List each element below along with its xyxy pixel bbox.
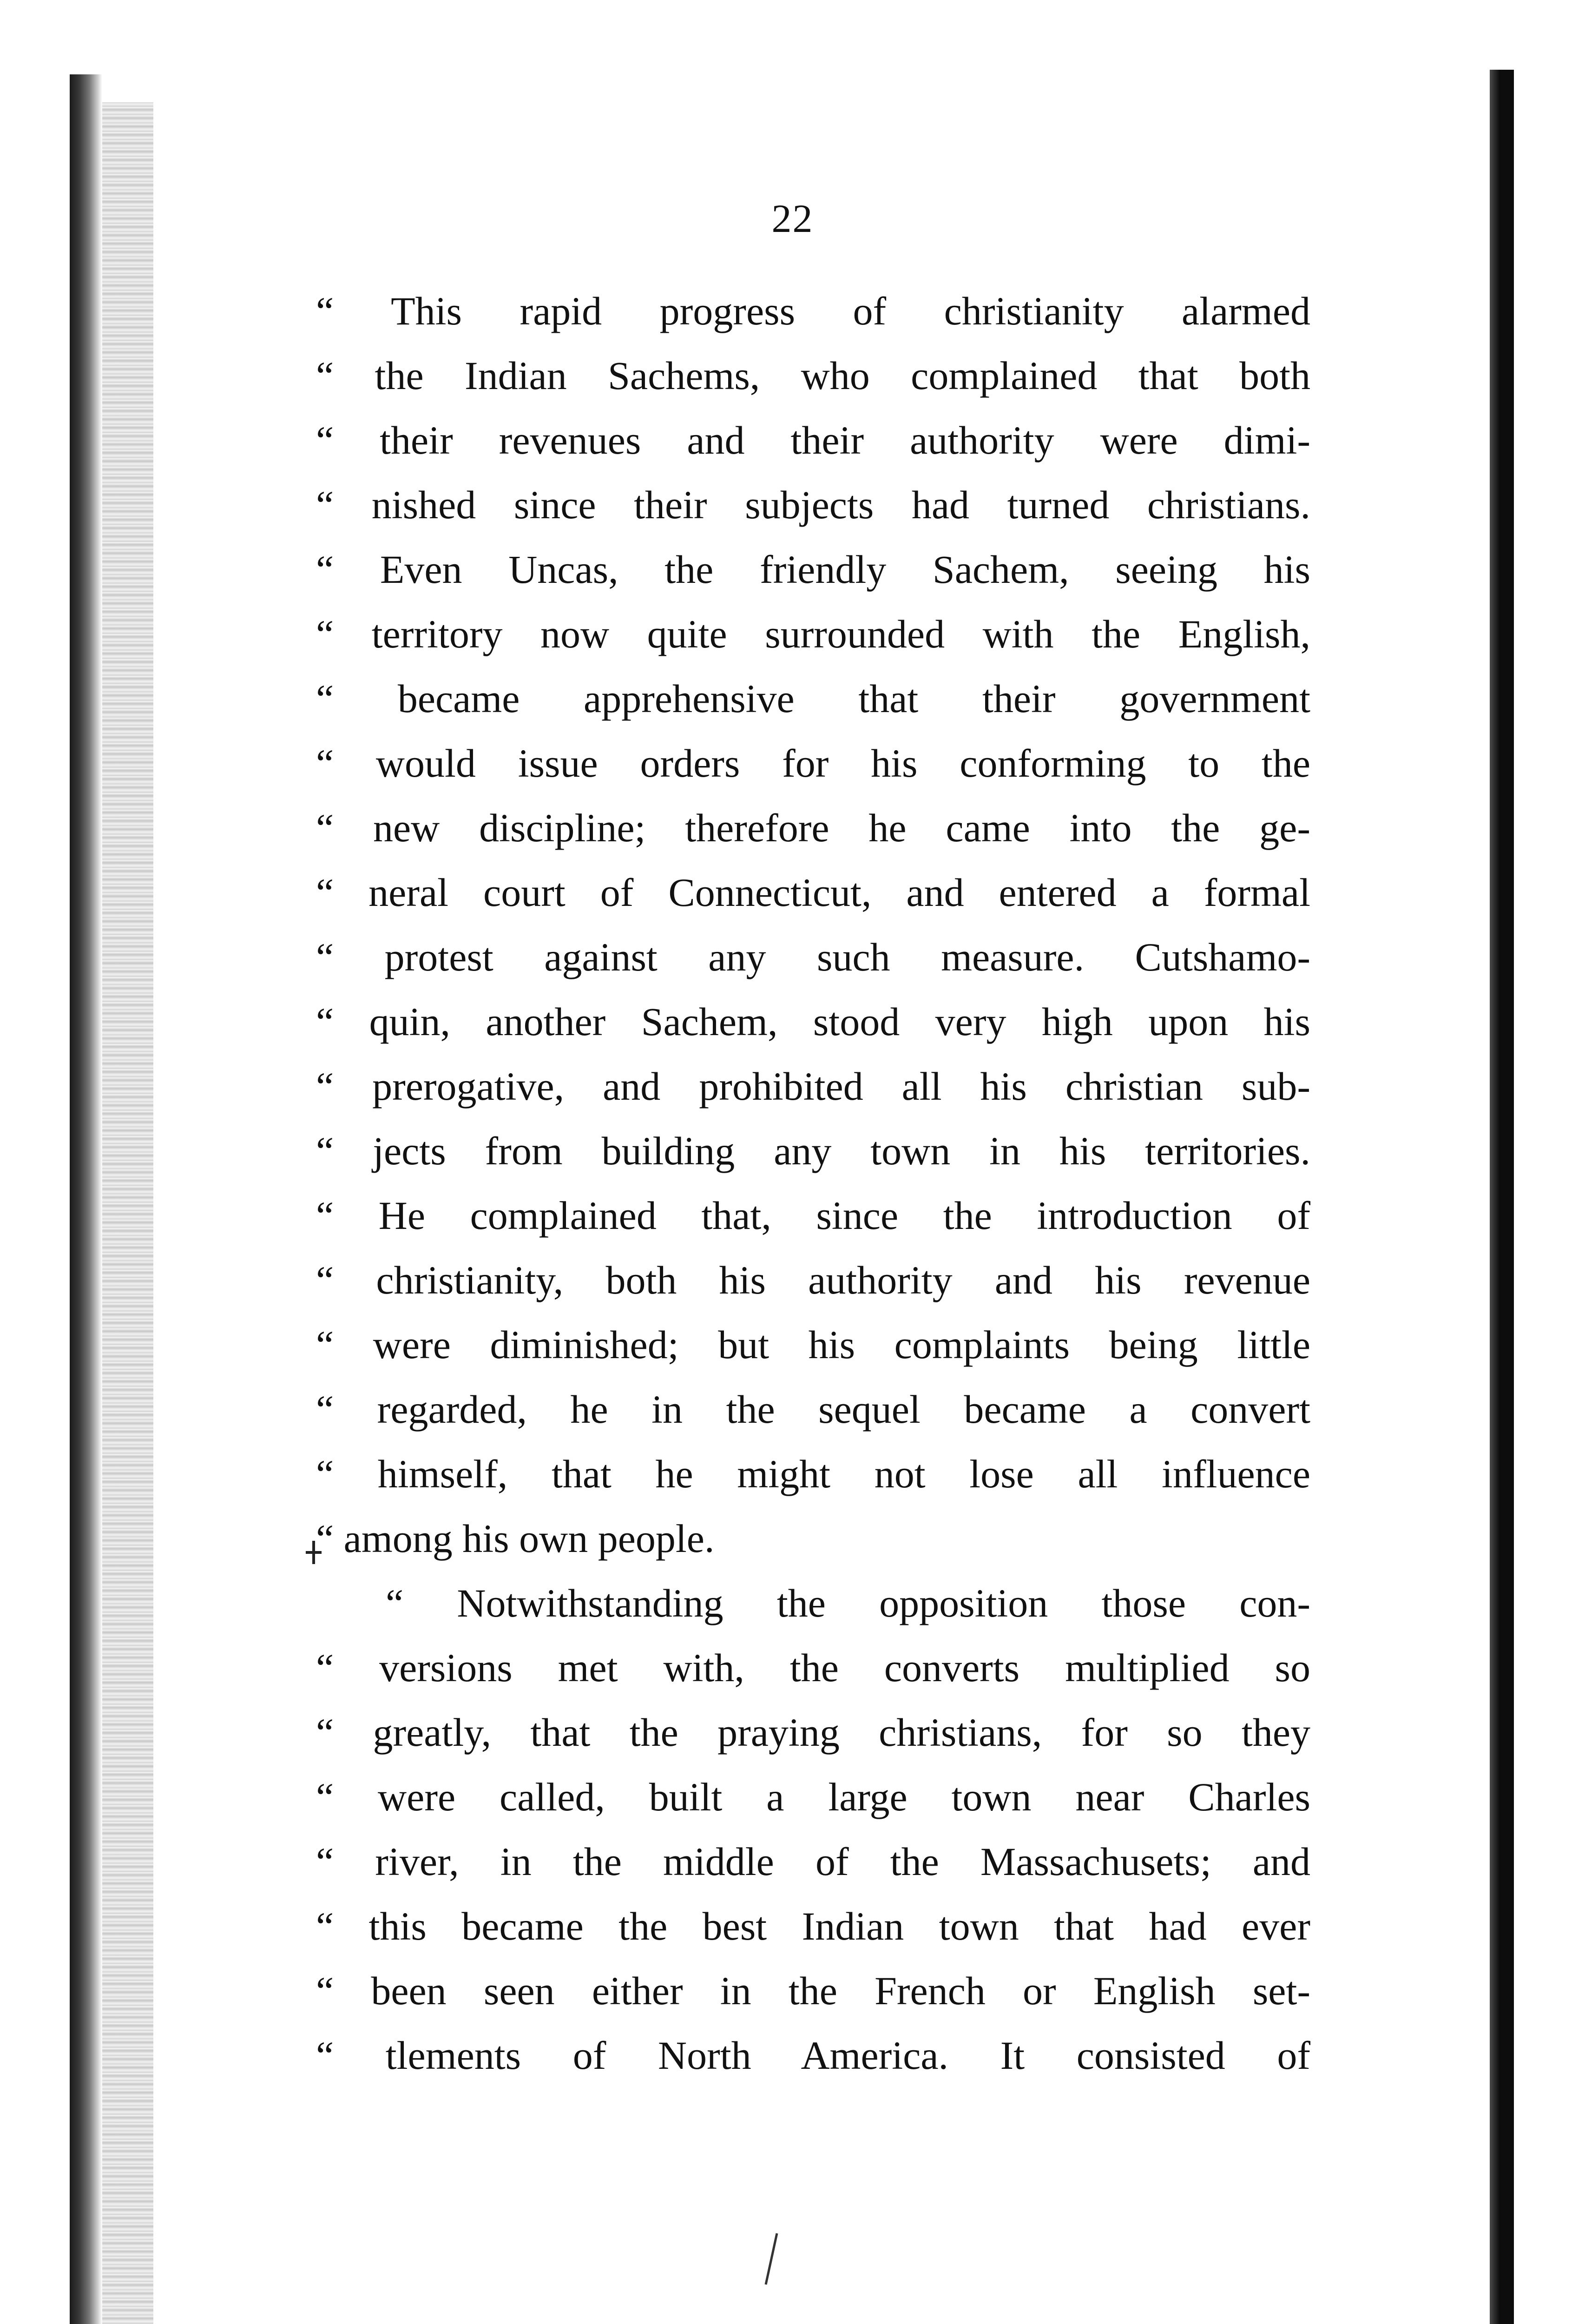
pencil-mark — [302, 1538, 325, 1566]
text-line: “ himself, that he might not lose all influence — [316, 1452, 1310, 1496]
text-line: “ greatly, that the praying christians, for so they — [316, 1710, 1310, 1755]
text-line: “ this became the best Indian town that had ever — [316, 1904, 1310, 1948]
text-line: “ the Indian Sachems, who complained that both — [316, 353, 1310, 398]
text-line: “ Even Uncas, the friendly Sachem, seeing his — [316, 547, 1310, 592]
page-edge-right — [1490, 70, 1514, 2324]
text-line: “ their revenues and their authority were dimi- — [316, 418, 1310, 462]
text-line: “ versions met with, the converts multiplied so — [316, 1645, 1310, 1690]
text-line: “ quin, another Sachem, stood very high upon his — [316, 999, 1310, 1044]
text-line: “ Notwithstanding the opposition those con- — [386, 1581, 1310, 1625]
page-binding-shadow — [102, 102, 153, 2324]
text-line: “ protest against any such measure. Cutshamo- — [316, 935, 1310, 979]
text-line: “ christianity, both his authority and his revenue — [316, 1258, 1310, 1302]
page-edge-left — [70, 74, 102, 2324]
text-line: “ jects from building any town in his territories. — [316, 1129, 1310, 1173]
text-line: “ new discipline; therefore he came into the ge- — [316, 805, 1310, 850]
text-line: “ This rapid progress of christianity alarmed — [316, 289, 1310, 333]
text-line: “ were called, built a large town near Charles — [316, 1775, 1310, 1819]
page-number: 22 — [771, 196, 814, 241]
text-line: “ regarded, he in the sequel became a convert — [316, 1387, 1310, 1432]
text-line: “ been seen either in the French or English set- — [316, 1968, 1310, 2013]
text-line: “ He complained that, since the introduction of — [316, 1193, 1310, 1238]
text-line: “ became apprehensive that their government — [316, 676, 1310, 721]
text-line: “ were diminished; but his complaints being little — [316, 1322, 1310, 1367]
text-line: “ among his own people. — [316, 1516, 715, 1561]
text-line: “ tlements of North America. It consisted of — [316, 2033, 1310, 2078]
text-line: “ neral court of Connecticut, and entered a formal — [316, 870, 1310, 915]
body-text — [316, 279, 1310, 2088]
text-line: “ nished since their subjects had turned christians. — [316, 482, 1310, 527]
text-line: “ river, in the middle of the Massachusets; and — [316, 1839, 1310, 1884]
text-line: “ would issue orders for his conforming to the — [316, 741, 1310, 786]
pencil-mark — [762, 2231, 781, 2287]
text-line: “ prerogative, and prohibited all his christian sub- — [316, 1064, 1310, 1109]
text-line: “ territory now quite surrounded with the English, — [316, 612, 1310, 656]
